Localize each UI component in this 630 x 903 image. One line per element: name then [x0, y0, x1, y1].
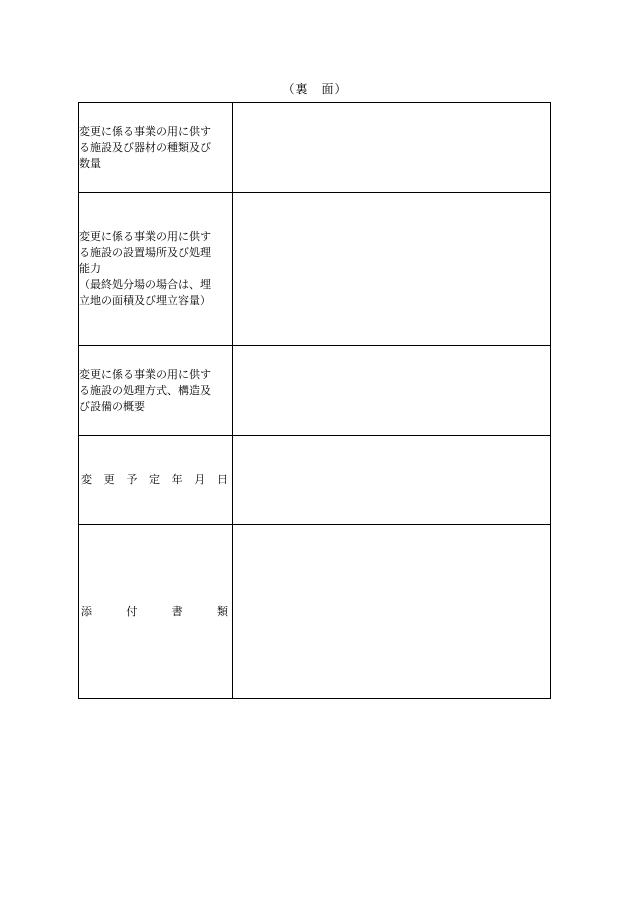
label-char: 類	[216, 604, 228, 618]
row-label	[79, 525, 233, 699]
form-row-location-capacity	[79, 193, 551, 346]
label-char: 年	[171, 473, 183, 486]
label-line: び設備の概要	[79, 399, 145, 413]
scheduled-date-label	[79, 472, 232, 488]
label-char: 更	[103, 473, 115, 486]
form-row-attachments	[79, 525, 551, 699]
label-char: 予	[126, 473, 138, 486]
label-line: 立地の面積及び埋立容量）	[79, 294, 211, 307]
attachments-label	[79, 604, 232, 620]
label-line: （最終処分場の場合は、埋	[79, 278, 211, 291]
row-label	[79, 436, 233, 525]
row-label	[79, 193, 233, 346]
label-char: 変	[81, 473, 92, 486]
label-char: 月	[194, 473, 206, 486]
label-line: 変更に係る事業の用に供す	[79, 124, 211, 138]
form-row-processing-method	[79, 346, 551, 436]
row-label	[79, 103, 233, 193]
processing-method-field[interactable]	[233, 346, 551, 436]
application-form-table	[78, 102, 551, 699]
label-char: 添	[81, 604, 92, 618]
label-line: 能力	[79, 262, 101, 275]
form-row-scheduled-date	[79, 436, 551, 525]
label-char: 書	[171, 604, 183, 618]
row-label	[79, 346, 233, 436]
label-line: 変更に係る事業の用に供す	[79, 230, 211, 243]
label-line: る施設の処理方式、構造及	[79, 383, 211, 397]
location-capacity-field[interactable]	[233, 193, 551, 346]
facility-equipment-field[interactable]	[233, 103, 551, 193]
label-line: 変更に係る事業の用に供す	[79, 367, 211, 381]
label-char: 日	[216, 473, 228, 486]
form-row-facility-equipment	[79, 103, 551, 193]
scheduled-date-field[interactable]	[233, 436, 551, 525]
label-line: る施設及び器材の種類及び	[79, 140, 211, 154]
label-line: る施設の設置場所及び処理	[79, 246, 211, 259]
label-char: 付	[126, 604, 138, 618]
attachments-field[interactable]	[233, 525, 551, 699]
label-char: 定	[148, 473, 160, 486]
label-line: 数量	[79, 156, 101, 170]
page-title: （裏 面）	[282, 82, 348, 96]
